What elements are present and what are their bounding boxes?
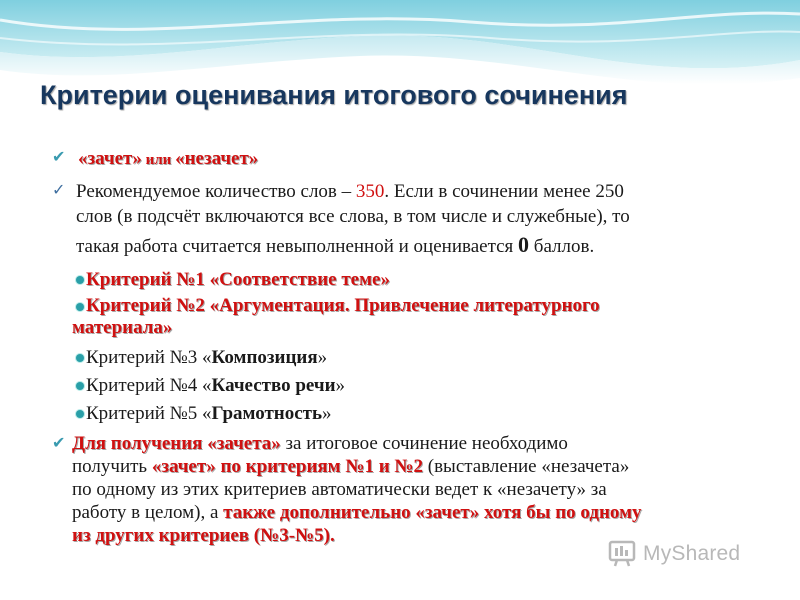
criterion-2-label-line1: Критерий №2 «Аргументация. Привлечение литературного — [86, 295, 600, 316]
word-count-line1 — [76, 179, 792, 204]
criterion-3-suffix: » — [317, 347, 328, 368]
grade-pass: «зачет» — [78, 148, 142, 169]
word-count-text: Рекомендуемое количество слов – — [76, 181, 356, 202]
word-count-line3 — [76, 232, 792, 259]
list-item-word-count — [52, 179, 792, 259]
criterion-4-name: Качество речи — [211, 375, 336, 396]
criteria-list — [52, 267, 792, 426]
list-item-grading — [52, 146, 792, 173]
requirement-heading: Для получения «зачета» — [72, 433, 281, 454]
criterion-2 — [72, 295, 792, 339]
myshared-watermark — [607, 538, 767, 570]
requirement-line2 — [72, 455, 792, 478]
criterion-4-prefix: Критерий №4 « — [86, 375, 212, 396]
requirement-additional: также дополнительно «зачет» хотя бы по одному — [223, 502, 642, 523]
watermark-text: MyShared — [643, 542, 741, 565]
requirement-line2-pre: получить — [72, 456, 152, 477]
word-count-line2: слов (в подсчёт включаются все слова, в том числе и служебные), то — [76, 206, 630, 227]
criterion-3-name: Композиция — [211, 347, 318, 368]
criterion-4-suffix: » — [335, 375, 346, 396]
word-count-text-rest: . Если в сочинении менее 250 — [384, 181, 624, 202]
bullet-dot-icon — [76, 303, 84, 311]
word-count-result-text: такая работа считается невыполненной и оценивается — [76, 236, 519, 257]
requirement-line2-post: (выставление «незачета» — [423, 456, 630, 477]
check-icon: ✓ — [52, 180, 66, 199]
requirement-line3: по одному из этих критериев автоматически ведет к «незачету» за — [72, 479, 607, 500]
requirement-line4-pre: работу в целом), а — [72, 502, 224, 523]
criterion-3-prefix: Критерий №3 « — [86, 347, 212, 368]
criterion-4 — [86, 373, 792, 398]
bullet-dot-icon — [76, 410, 84, 418]
check-icon: ✔ — [52, 147, 66, 166]
bullet-dot-icon — [76, 354, 84, 362]
criterion-5-prefix: Критерий №5 « — [86, 403, 212, 424]
grade-fail: «незачет» — [175, 148, 259, 169]
criterion-3 — [86, 345, 792, 370]
check-icon: ✔ — [52, 433, 66, 452]
requirement-line1 — [72, 432, 792, 455]
word-count-result-end: баллов. — [529, 236, 595, 257]
criterion-1-label: Критерий №1 «Соответствие теме» — [86, 269, 390, 290]
criterion-5-suffix: » — [322, 403, 332, 424]
bullet-dot-icon — [76, 382, 84, 390]
bullet-dot-icon — [76, 276, 84, 284]
requirement-criteria-1-2: «зачет» по критериям №1 и №2 — [151, 456, 423, 477]
myshared-logo-icon — [607, 539, 637, 569]
requirement-line4 — [72, 501, 792, 524]
criterion-1 — [86, 267, 792, 292]
grade-or: или — [141, 152, 176, 168]
criterion-5 — [86, 401, 792, 426]
criterion-5-name: Грамотность — [211, 403, 323, 424]
requirement-line1-rest: за итоговое сочинение необходимо — [280, 433, 568, 454]
page-title: Критерии оценивания итогового сочинения — [40, 80, 628, 110]
zero-score: 0 — [518, 232, 530, 257]
criterion-2-label-line2: материала» — [72, 317, 173, 338]
slide-content — [52, 146, 792, 547]
list-item-pass-requirement — [52, 432, 792, 547]
requirement-line5: из других критериев (№3-№5). — [72, 525, 335, 546]
word-count-number: 350 — [355, 181, 385, 202]
